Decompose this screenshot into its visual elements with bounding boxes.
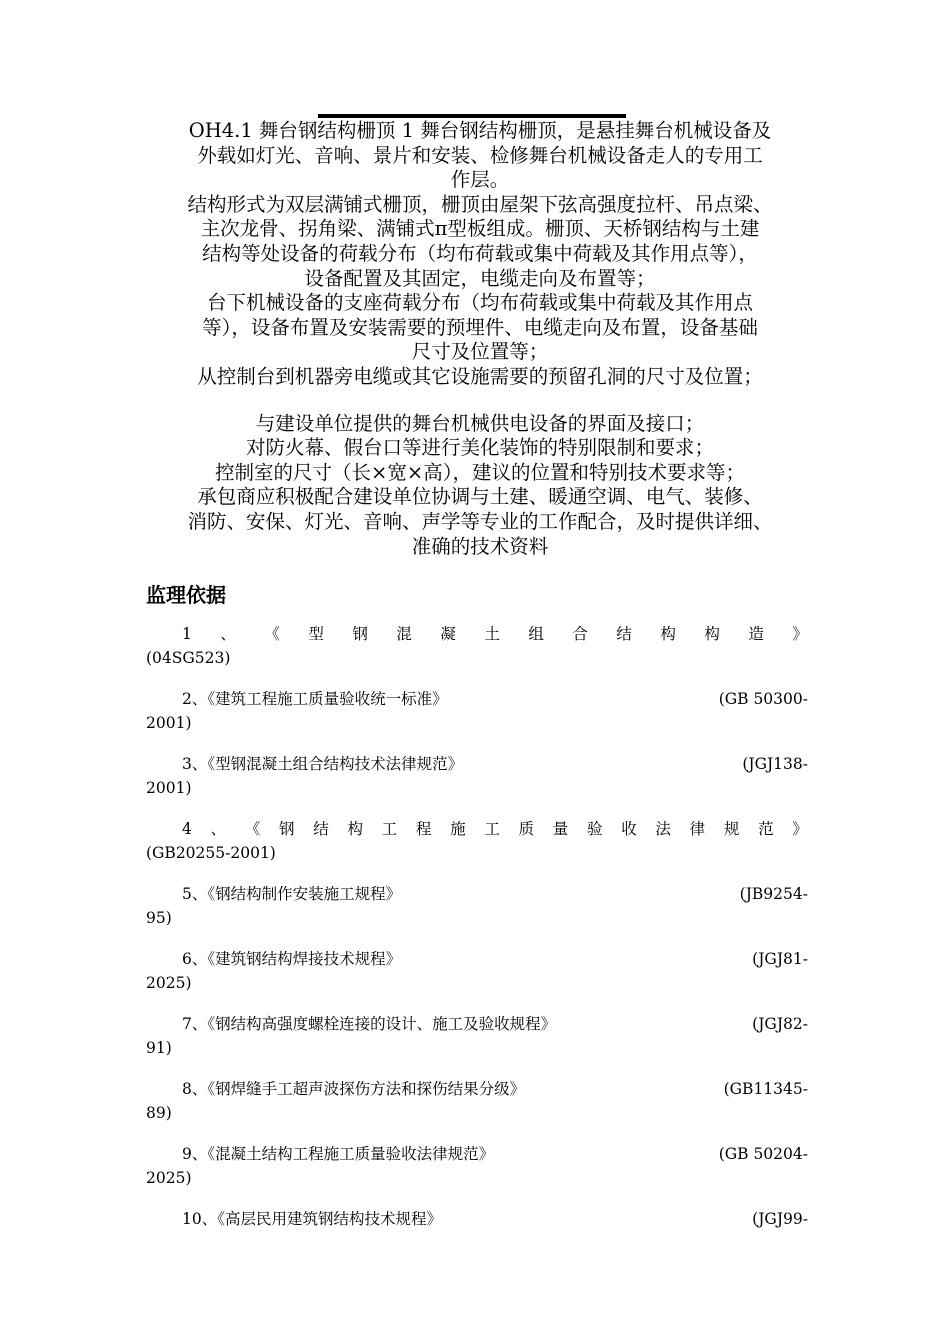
intro-line: 外载如灯光、音响、景片和安装、检修舞台机械设备走人的专用工 [197,143,763,167]
reference-item [146,947,808,1012]
intro-line: 设备配置及其固定，电缆走向及布置等； [304,266,656,290]
reference-glyph: 造 [748,625,764,643]
reference-glyph: 程 [415,820,432,838]
reference-code: (GB 50204- [718,1145,808,1163]
reference-line [146,687,808,711]
reference-glyph: 结 [616,625,632,643]
reference-code: (GB 50300- [718,690,808,708]
reference-line [146,1142,808,1166]
intro-line: 消防、安保、灯光、音响、声学等专业的工作配合，及时提供详细、 [187,509,773,533]
reference-line [146,622,808,646]
reference-code-cont: 95) [146,909,172,927]
reference-glyph: 型 [308,625,324,643]
reference-title: 10、《高层民用建筑钢结构技术规程》 [182,1210,442,1228]
intro-line: 控制室的尺寸（长×宽×高），建议的位置和特别技术要求等； [215,460,745,484]
reference-title: 9、《混凝土结构工程施工质量验收法律规范》 [182,1145,495,1163]
reference-line [146,882,808,906]
reference-glyph: 构 [347,820,363,838]
reference-glyph: 1 [182,625,192,643]
reference-glyph: 构 [660,625,676,643]
reference-glyph: 法 [655,820,671,838]
intro-line: 准确的技术资料 [411,534,549,558]
reference-glyph: 收 [621,820,637,838]
intro-line: 与建设单位提供的舞台机械供电设备的界面及接口； [255,411,705,435]
intro-line: 结构形式为双层满铺式栅顶，栅顶由屋架下弦高强度拉杆、吊点梁、 [187,192,773,216]
reference-item [146,1207,808,1272]
reference-title: 5、《钢结构制作安装施工规程》 [182,885,402,903]
reference-glyph: 律 [689,820,706,838]
reference-glyph: 》 [792,625,808,643]
reference-title: 2、《建筑工程施工质量验收统一标准》 [182,690,448,708]
reference-code: (JGJ82- [752,1015,808,1033]
reference-glyph: 工 [381,820,398,838]
reference-item [146,817,808,882]
reference-glyph: 、 [210,820,227,838]
reference-glyph: 组 [528,625,544,643]
reference-line [146,1012,808,1036]
reference-glyph: 混 [396,625,412,643]
reference-glyph: 土 [484,625,500,643]
reference-glyph: 、 [220,625,236,643]
reference-code: (JGJ138- [742,755,808,773]
reference-glyph: 规 [723,820,740,838]
reference-glyph: 4 [182,820,192,838]
reference-code: (04SG523) [146,649,231,667]
intro-line: OH4.1 舞台钢结构栅顶 1 舞台钢结构栅顶，是悬挂舞台机械设备及 [188,119,772,142]
reference-item [146,1077,808,1142]
intro-line: 结构等处设备的荷载分布（均布荷载或集中荷载及其作用点等）， [202,241,758,265]
section-heading: 监理依据 [146,583,226,607]
reference-glyph: 凝 [440,625,456,643]
reference-code: (JGJ99- [752,1210,808,1228]
intro-line: 承包商应积极配合建设单位协调与土建、暖通空调、电气、装修、 [197,485,763,509]
reference-line [146,817,808,841]
intro-line: 主次龙骨、拐角梁、满铺式π型板组成。栅顶、天桥钢结构与土建 [200,217,760,241]
reference-glyph: 钢 [352,625,368,643]
reference-list [146,622,808,1272]
reference-glyph: 《 [264,625,280,643]
reference-code-cont: 89) [146,1104,172,1122]
reference-item [146,1142,808,1207]
reference-code-cont: 2025) [146,1169,192,1187]
reference-glyph: 质 [518,820,535,838]
intro-text [148,119,812,559]
reference-item [146,752,808,817]
reference-glyph: 工 [484,820,500,838]
reference-item [146,882,808,947]
reference-glyph: 范 [758,820,774,838]
reference-item [146,1012,808,1077]
reference-glyph: 《 [244,820,261,838]
reference-line [146,1207,808,1231]
reference-glyph: 验 [586,820,603,838]
intro-line: 对防火幕、假台口等进行美化装饰的特别限制和要求； [245,436,714,460]
reference-line [146,947,808,971]
header-rule [318,114,626,118]
reference-glyph: 钢 [279,820,295,838]
reference-glyph: 》 [792,820,808,838]
reference-code: (JGJ81- [752,950,808,968]
reference-glyph: 施 [450,820,466,838]
reference-item [146,622,808,687]
reference-glyph: 量 [552,820,569,838]
reference-glyph: 合 [572,625,588,643]
reference-glyph: 结 [313,820,329,838]
reference-line [146,1077,808,1101]
reference-item [146,687,808,752]
reference-code-cont: 2001) [146,714,192,732]
intro-line: 台下机械设备的支座荷载分布（均布荷载或集中荷载及其作用点 [206,291,753,315]
reference-code-cont: 2025) [146,974,192,992]
reference-title: 7、《钢结构高强度螺栓连接的设计、施工及验收规程》 [182,1015,557,1033]
reference-title: 3、《型钢混凝土组合结构技术法律规范》 [182,755,464,773]
reference-code: (GB20255-2001) [146,844,276,862]
reference-code: (JB9254- [739,885,808,903]
intro-line: 从控制台到机器旁电缆或其它设施需要的预留孔洞的尺寸及位置； [197,364,763,388]
reference-title: 8、《钢焊缝手工超声波探伤方法和探伤结果分级》 [182,1080,526,1098]
intro-line: 等），设备布置及安装需要的预埋件、电缆走向及布置，设备基础 [202,315,758,339]
reference-code-cont: 91) [146,1039,172,1057]
reference-title: 6、《建筑钢结构焊接技术规程》 [182,950,402,968]
reference-code-cont: 2001) [146,779,192,797]
reference-code: (GB11345- [723,1080,808,1098]
reference-glyph: 构 [704,625,720,643]
reference-line [146,752,808,776]
intro-line: 作层。 [450,168,510,192]
intro-line: 尺寸及位置等； [411,340,549,364]
